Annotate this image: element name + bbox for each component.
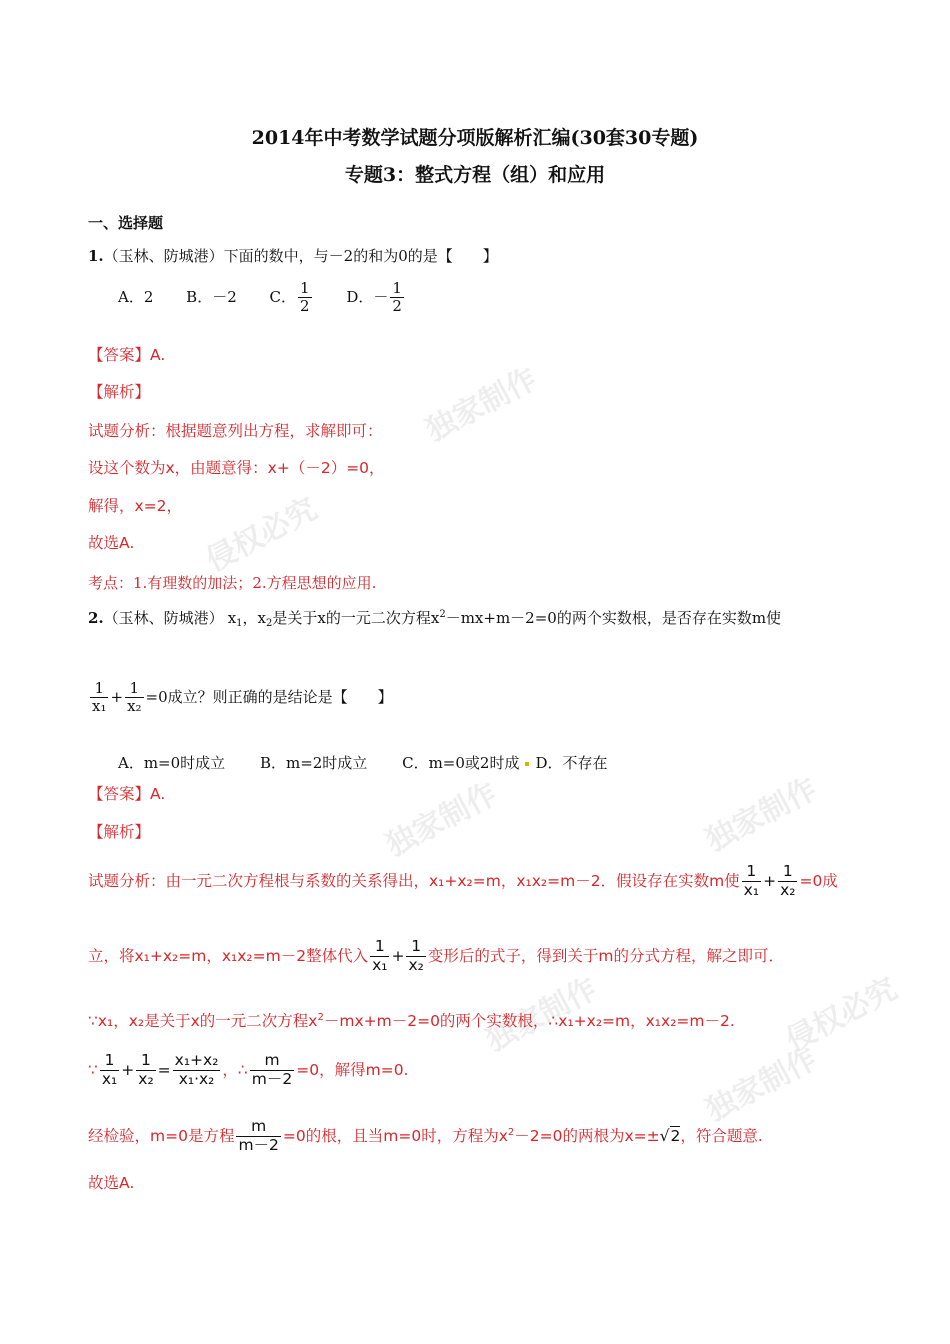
question-1-options xyxy=(118,280,406,316)
dot-mark xyxy=(525,762,529,766)
doc-subtitle: 专题3：整式方程（组）和应用 xyxy=(344,164,606,186)
option-a: A．m=0时成立 xyxy=(118,754,226,772)
watermark: 独家制作 xyxy=(420,361,543,449)
watermark: 侵权必究 xyxy=(780,971,903,1059)
option-a: A．2 xyxy=(118,287,154,306)
doc-title: 2014年中考数学试题分项版解析汇编(30套30专题) xyxy=(251,127,699,149)
analysis-line: 试题分析：根据题意列出方程，求解即可： xyxy=(88,422,383,440)
analysis-line: 故选A. xyxy=(88,534,135,552)
analysis-line: 立，将x₁+x₂=m，x₁x₂=m－2整体代入 $\frac{1}{\text{x₁}}$ + $\frac{1}{\text{x₂}}$ 变形后的式子，得到关于m的分式方程，解之即可． xyxy=(88,937,784,974)
question-2-stem: 2.（玉林、防城港） $x_1$，$x_2$是关于x的一元二次方程$x^2-mx+m-2=0$的两个实数根，是否存在实数m使 xyxy=(88,609,782,629)
answer-label: 【答案】A. xyxy=(88,785,166,803)
question-2-options xyxy=(118,752,607,773)
option-b: B．m=2时成立 xyxy=(259,754,368,772)
watermark: 侵权必究 xyxy=(200,491,323,579)
analysis-line: 设这个数为x，由题意得：x+（－2）=0， xyxy=(88,459,385,477)
option-b: B．－2 xyxy=(186,287,237,306)
question-number: 1. xyxy=(88,247,104,265)
watermark: 独家制作 xyxy=(380,776,503,864)
option-c: C． $\frac{1}{2}$ xyxy=(269,279,310,316)
analysis-line: 试题分析：由一元二次方程根与系数的关系得出，x₁+x₂=m，x₁x₂=m－2．假设存在实数m使 $\frac{1}{\text{x₁}}$ + $\frac{1}{\text{x₂}}$ =0成 xyxy=(88,862,838,899)
analysis-line: 故选A. xyxy=(88,1174,135,1192)
option-d: D．不存在 xyxy=(535,754,608,772)
option-d: D．－ $\frac{1}{2}$ xyxy=(346,279,402,316)
question-2-condition: $\frac{1}{\text{x₁}}$ + $\frac{1}{\text{x₂}}$ =0成立？则正确的是结论是【 】 xyxy=(92,679,393,716)
kaodian-note: 考点：1.有理数的加法；2.方程思想的应用. xyxy=(88,574,377,592)
question-number: 2. xyxy=(88,609,104,627)
answer-label: 【答案】A. xyxy=(88,346,166,364)
watermark: 独家制作 xyxy=(480,971,603,1059)
section-heading: 一、选择题 xyxy=(88,214,164,232)
option-c: C．m=0或2时成 xyxy=(402,754,520,772)
analysis-line: ∵ $\frac{1}{\text{x₁}}$ + $\frac{1}{\text{x₂}}$ = $\frac{\text{x₁+x₂}}{\text{x₁·x₂}}$ ，∴ $\frac{m}{m-2}$ =0，解得m=0. xyxy=(88,1051,409,1088)
stem-text: （玉林、防城港）下面的数中，与－2的和为0的是【 】 xyxy=(103,247,498,265)
analysis-line: 经检验，m=0是方程 $\frac{m}{m-2}$ =0的根，且当m=0时，方程为$x^2-2=0$的两根为x=±√2，符合题意. xyxy=(88,1117,763,1154)
analysis-line: 解得，x=2， xyxy=(88,497,183,515)
analysis-label: 【解析】 xyxy=(88,823,151,841)
question-1-stem xyxy=(88,245,498,266)
analysis-label: 【解析】 xyxy=(88,383,151,401)
watermark: 独家制作 xyxy=(700,1041,823,1129)
analysis-line: ∵x₁，x₂是关于x的一元二次方程$x^2-mx+m-2=0$的两个实数根，∴x₁+x₂=m，x₁x₂=m－2. xyxy=(88,1012,735,1030)
watermark: 独家制作 xyxy=(700,771,823,859)
